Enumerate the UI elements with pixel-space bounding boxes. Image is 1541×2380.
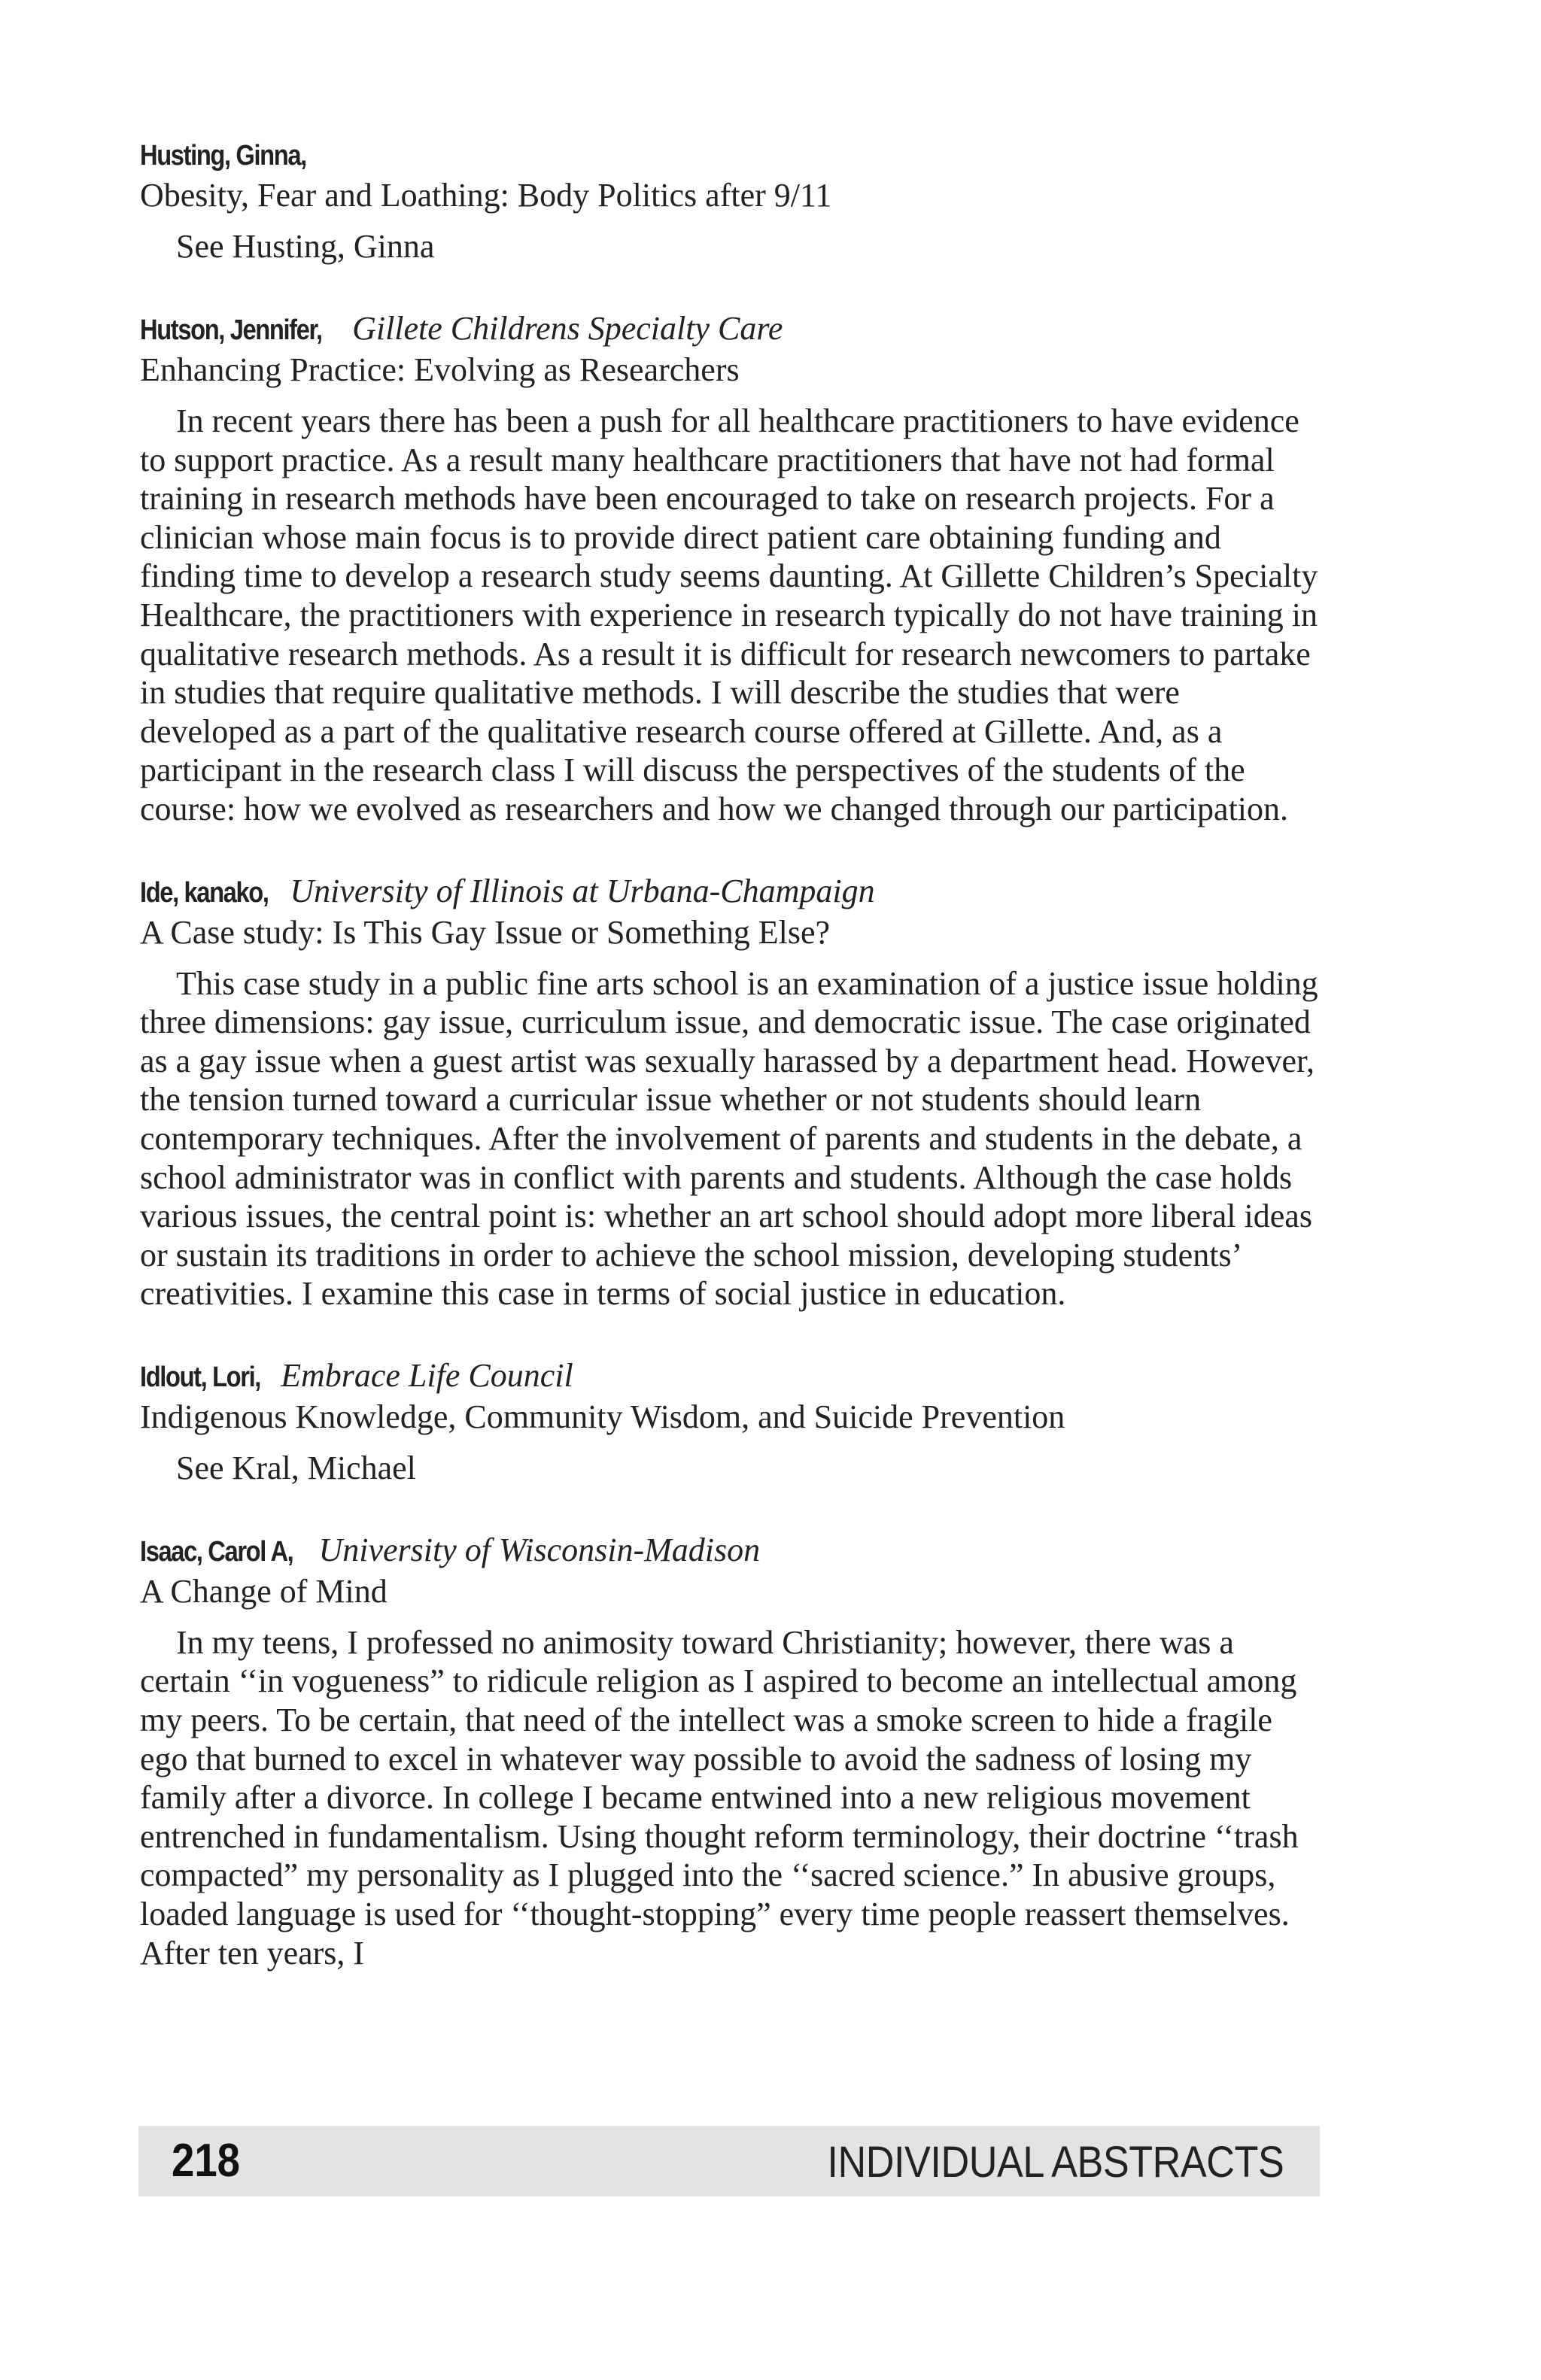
author-line (140, 134, 1321, 176)
author-name: Isaac, Carol A, (140, 1535, 293, 1568)
abstract-entry (140, 134, 1321, 266)
affiliation: University of Illinois at Urbana-Champaign (290, 872, 875, 909)
cross-reference: See Kral, Michael (176, 1449, 416, 1486)
abstract-body: This case study in a public fine arts school is an examination of a justice issue holding three dimensions: gay issue, curriculum issue, and democratic issue. The case originated as a gay issue when a guest artist was sexually harassed by a department head. However, the tension turned toward a curricular issue whether or not students should learn contemporary techniques. After the involvement of parents and students in the debate, a school administrator was in conflict with parents and students. Although the case holds various issues, the central point is: whether an art school should adopt more liberal ideas or sustain its traditions in order to achieve the school mission, developing students’ creativities. I examine this case in terms of social justice in education. (140, 964, 1318, 1313)
author-line (140, 308, 1321, 351)
author-name: Husting, Ginna, (140, 140, 306, 172)
abstract-entry (140, 871, 1321, 1313)
author-line (140, 871, 1321, 913)
abstract-title: Obesity, Fear and Loathing: Body Politics after 9/11 (140, 177, 832, 214)
page-footer (138, 2126, 1320, 2196)
section-title: INDIVIDUAL ABSTRACTS (827, 2138, 1284, 2187)
abstract-title: Enhancing Practice: Evolving as Researchers (140, 351, 740, 388)
author-line (140, 1530, 1321, 1572)
affiliation: University of Wisconsin-Madison (318, 1531, 761, 1568)
author-name: Idlout, Lori, (140, 1361, 261, 1393)
abstract-entry (140, 1355, 1321, 1488)
abstract-body: In my teens, I professed no animosity toward Christianity; however, there was a certain ‘‘in vogueness” to ridicule religion as I aspired to become an intellectual among my peers. To be certain, that need of the intellect was a smoke screen to hide a fragile ego that burned to excel in whatever way possible to avoid the sadness of losing my family after a divorce. In college I became entwined into a new religious movement entrenched in fundamentalism. Using thought reform terminology, their doctrine ‘‘trash compacted” my personality as I plugged into the ‘‘sacred science.” In abusive groups, loaded language is used for ‘‘thought-stopping” every time people reassert themselves. After ten years, I (140, 1623, 1299, 1972)
abstract-title: Indigenous Knowledge, Community Wisdom, and Suicide Prevention (140, 1398, 1065, 1435)
abstract-title: A Case study: Is This Gay Issue or Something Else? (140, 913, 830, 951)
affiliation: Gillete Childrens Specialty Care (352, 310, 783, 347)
author-name: Hutson, Jennifer, (140, 314, 322, 346)
abstract-entry (140, 308, 1321, 829)
abstracts-column (140, 134, 1321, 1972)
abstract-body: In recent years there has been a push for all healthcare practitioners to have evidence to support practice. As a result many healthcare practitioners that have not had formal training in research methods have been encouraged to take on research projects. For a clinician whose main focus is to provide direct patient care obtaining funding and finding time to develop a research study seems daunting. At Gillette Children’s Specialty Healthcare, the practitioners with experience in research typically do not have training in qualitative research methods. As a result it is difficult for research newcomers to partake in studies that require qualitative methods. I will describe the studies that were developed as a part of the qualitative research course offered at Gillette. And, as a participant in the research class I will discuss the perspectives of the students of the course: how we evolved as researchers and how we changed through our participation. (140, 402, 1318, 827)
cross-reference: See Husting, Ginna (176, 228, 435, 265)
author-line (140, 1355, 1321, 1398)
abstract-entry (140, 1530, 1321, 1972)
author-name: Ide, kanako, (140, 876, 269, 909)
page-number: 218 (172, 2135, 241, 2187)
affiliation: Embrace Life Council (281, 1356, 573, 1394)
abstract-title: A Change of Mind (140, 1572, 388, 1610)
